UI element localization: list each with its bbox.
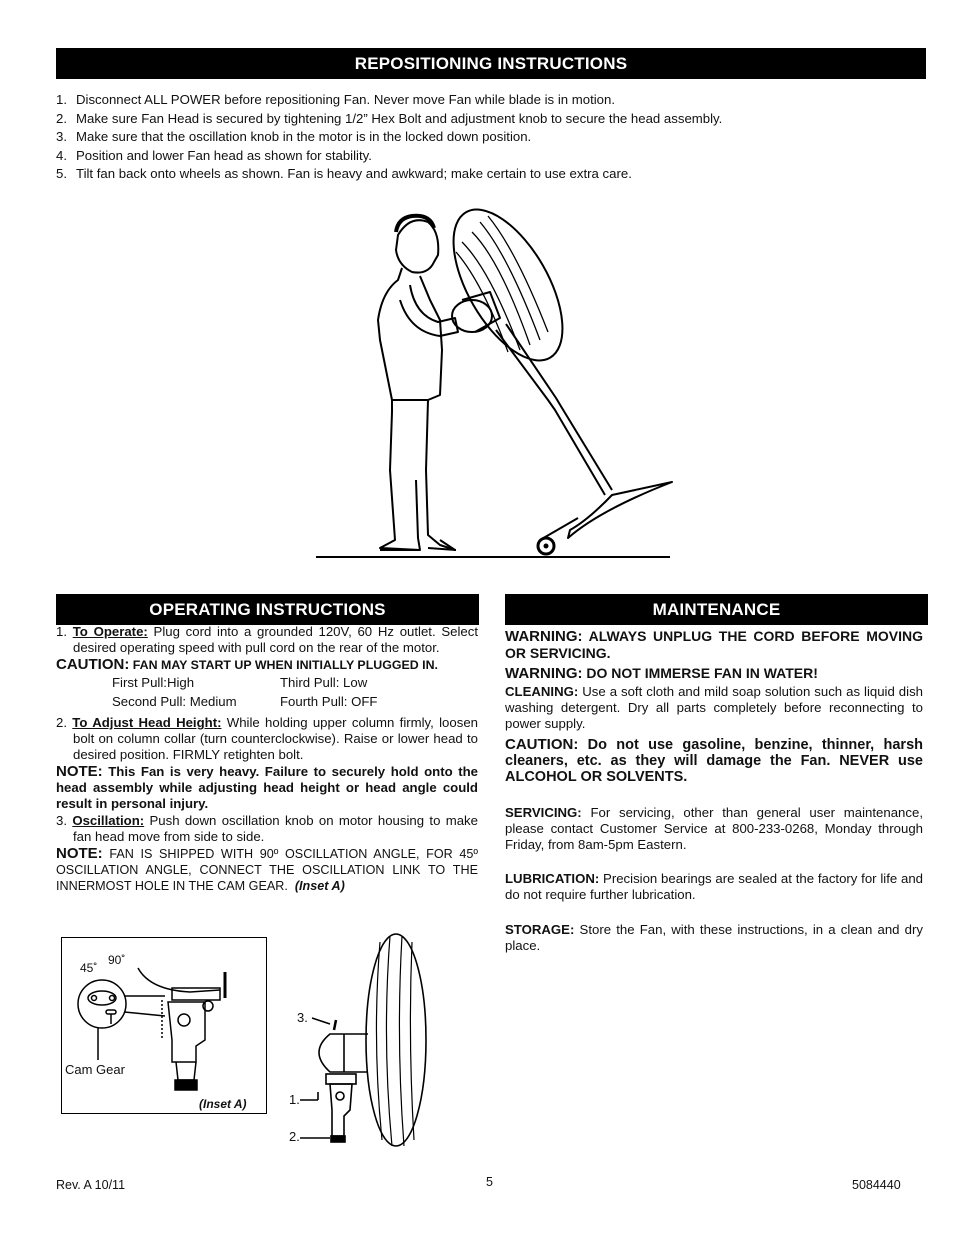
operate-caution: CAUTION: FAN MAY START UP WHEN INITIALLY PLUGGED IN. (56, 656, 438, 673)
lubrication-text: LUBRICATION: Precision bearings are sealed at the factory for life and do not require further lubrication. (505, 871, 923, 902)
angle-45-label: 45˚ (80, 961, 98, 975)
inset-caption: (Inset A) (199, 1097, 247, 1111)
footer-part-number: 5084440 (852, 1178, 901, 1192)
list-item: 4. Position and lower Fan head as shown for stability. (56, 147, 372, 163)
servicing-text: SERVICING: For servicing, other than general user maintenance, please contact Customer Service at 800-233-0268, Monday through Friday, from 8am-5pm Eastern. (505, 805, 923, 852)
repositioning-header: REPOSITIONING INSTRUCTIONS (56, 48, 926, 79)
operating-header: OPERATING INSTRUCTIONS (56, 594, 479, 625)
cleaning-text: CLEANING: Use a soft cloth and mild soap solution such as liquid dish washing detergent. Dry all parts completely before reconnecting to power supply. (505, 684, 923, 731)
maintenance-text (505, 628, 923, 954)
operate-step: 1. To Operate: Plug cord into a grounded 120V, 60 Hz outlet. Select desired operating speed with pull cord on the rear of the motor. (56, 624, 478, 655)
maintenance-header: MAINTENANCE (505, 594, 928, 625)
callout-2: 2. (289, 1129, 300, 1144)
cam-gear-label: Cam Gear (65, 1062, 125, 1077)
operate-note2: NOTE: FAN IS SHIPPED WITH 90º OSCILLATION ANGLE, FOR 45º OSCILLATION ANGLE, CONNECT THE OSCILLATION LINK TO THE INNERMOST HOLE IN THE CAM GEAR. (Inset A) (56, 845, 478, 893)
storage-text: STORAGE: Store the Fan, with these instructions, in a clean and dry place. (505, 922, 923, 953)
operate-note1: NOTE: This Fan is very heavy. Failure to securely hold onto the head assembly while adjusting head height or head angle could result in personal injury. (56, 763, 478, 811)
callout-3: 3. (297, 1010, 308, 1025)
pull-table: First Pull:High Third Pull: Low Second Pull: Medium Fourth Pull: OFF (112, 675, 378, 709)
callout-1: 1. (289, 1092, 300, 1107)
warning-immerse: WARNING: DO NOT IMMERSE FAN IN WATER! (505, 665, 818, 682)
head-height-step: 2. To Adjust Head Height: While holding upper column firmly, loosen bolt on column collar (turn counterclockwise). Raise or lower head to desired position. FIRMLY retighten bolt. (56, 715, 478, 762)
list-item: 3. Make sure that the oscillation knob in the motor is in the locked down position. (56, 129, 532, 144)
footer-page-number: 5 (486, 1175, 493, 1189)
angle-90-label: 90˚ (108, 953, 126, 967)
list-item: 5. Tilt fan back onto wheels as shown. Fan is heavy and awkward; make certain to use extra care. (56, 166, 632, 181)
oscillation-step: 3. Oscillation: Push down oscillation knob on motor housing to make fan head move from side to side. (56, 813, 478, 844)
warning-unplug: WARNING: ALWAYS UNPLUG THE CORD BEFORE MOVING OR SERVICING. (505, 628, 923, 661)
list-item: 1. Disconnect ALL POWER before repositioning Fan. Never move Fan while blade is in motion. (56, 92, 615, 107)
caution-solvents: CAUTION: Do not use gasoline, benzine, thinner, harsh cleaners, etc. as they will damage the Fan. NEVER use ALCOHOL OR SOLVENTS. (505, 736, 923, 785)
footer-revision: Rev. A 10/11 (56, 1178, 126, 1192)
list-item: 2. Make sure Fan Head is secured by tightening 1/2” Hex Bolt and adjustment knob to secure the head assembly. (56, 110, 723, 126)
